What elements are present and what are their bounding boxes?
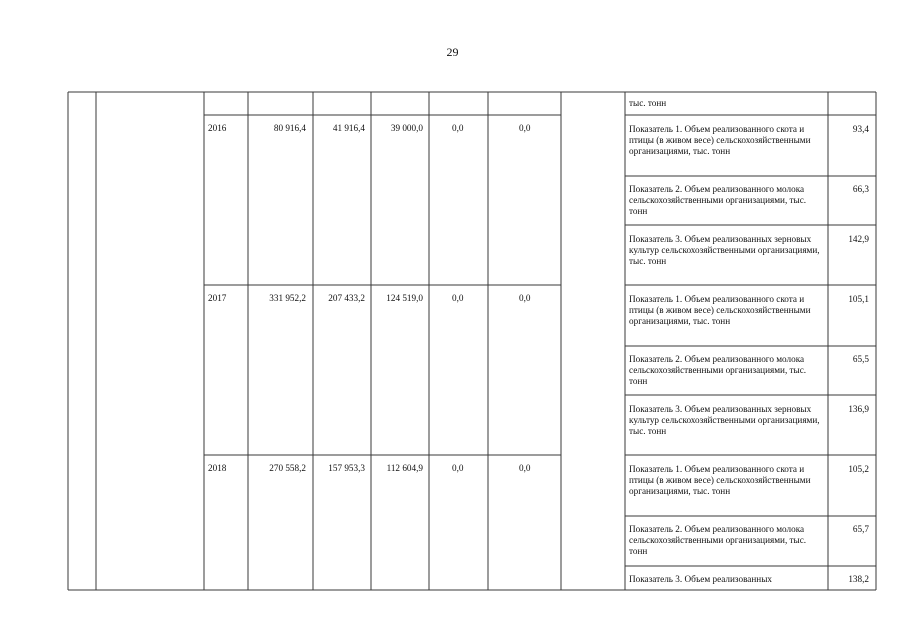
col5-cell: 0,0 bbox=[519, 123, 531, 133]
indicator-value: 105,2 bbox=[848, 464, 869, 474]
col2-cell: 207 433,2 bbox=[328, 293, 365, 303]
total-cell: 80 916,4 bbox=[273, 123, 306, 133]
indicator-value: 93,4 bbox=[852, 124, 869, 134]
indicator-value: 138,2 bbox=[848, 574, 869, 584]
col5-cell: 0,0 bbox=[519, 463, 531, 473]
indicator-value: 66,3 bbox=[852, 184, 869, 194]
indicator-text: Показатель 1. Объем реализованного скота и птицы (в живом весе) сельскохозяйственными организациями, тыс. тонн bbox=[629, 294, 811, 326]
indicator-text: Показатель 3. Объем реализованных bbox=[629, 574, 772, 584]
indicator-text: Показатель 3. Объем реализованных зерновых культур сельскохозяйственными организациями, тыс. тонн bbox=[629, 404, 820, 436]
indicator-text: Показатель 2. Объем реализованного молока сельскохозяйственными организациями, тыс. тонн bbox=[629, 354, 807, 386]
year-cell: 2016 bbox=[208, 123, 227, 133]
indicator-text: Показатель 2. Объем реализованного молока сельскохозяйственными организациями, тыс. тонн bbox=[629, 524, 807, 556]
indicator-text: Показатель 1. Объем реализованного скота и птицы (в живом весе) сельскохозяйственными организациями, тыс. тонн bbox=[629, 464, 811, 496]
indicator-value: 65,7 bbox=[852, 524, 869, 534]
page-number: 29 bbox=[446, 45, 459, 59]
year-cell: 2017 bbox=[208, 293, 227, 303]
col4-cell: 0,0 bbox=[452, 123, 464, 133]
year-cell: 2018 bbox=[208, 463, 227, 473]
indicator-text: Показатель 3. Объем реализованных зерновых культур сельскохозяйственными организациями, тыс. тонн bbox=[629, 234, 820, 266]
indicator-text: Показатель 1. Объем реализованного скота и птицы (в живом весе) сельскохозяйственными организациями, тыс. тонн bbox=[629, 124, 811, 156]
col4-cell: 0,0 bbox=[452, 463, 464, 473]
total-cell: 331 952,2 bbox=[269, 293, 306, 303]
indicator-text: Показатель 2. Объем реализованного молока сельскохозяйственными организациями, тыс. тонн bbox=[629, 184, 807, 216]
col3-cell: 124 519,0 bbox=[386, 293, 423, 303]
col4-cell: 0,0 bbox=[452, 293, 464, 303]
indicator-value: 65,5 bbox=[852, 354, 869, 364]
indicator-text-continued: тыс. тонн bbox=[629, 98, 667, 108]
col3-cell: 112 604,9 bbox=[386, 463, 423, 473]
total-cell: 270 558,2 bbox=[269, 463, 306, 473]
col3-cell: 39 000,0 bbox=[390, 123, 423, 133]
col2-cell: 41 916,4 bbox=[332, 123, 365, 133]
indicator-value: 136,9 bbox=[848, 404, 869, 414]
col2-cell: 157 953,3 bbox=[328, 463, 365, 473]
col5-cell: 0,0 bbox=[519, 293, 531, 303]
indicator-value: 105,1 bbox=[848, 294, 869, 304]
indicator-value: 142,9 bbox=[848, 234, 869, 244]
